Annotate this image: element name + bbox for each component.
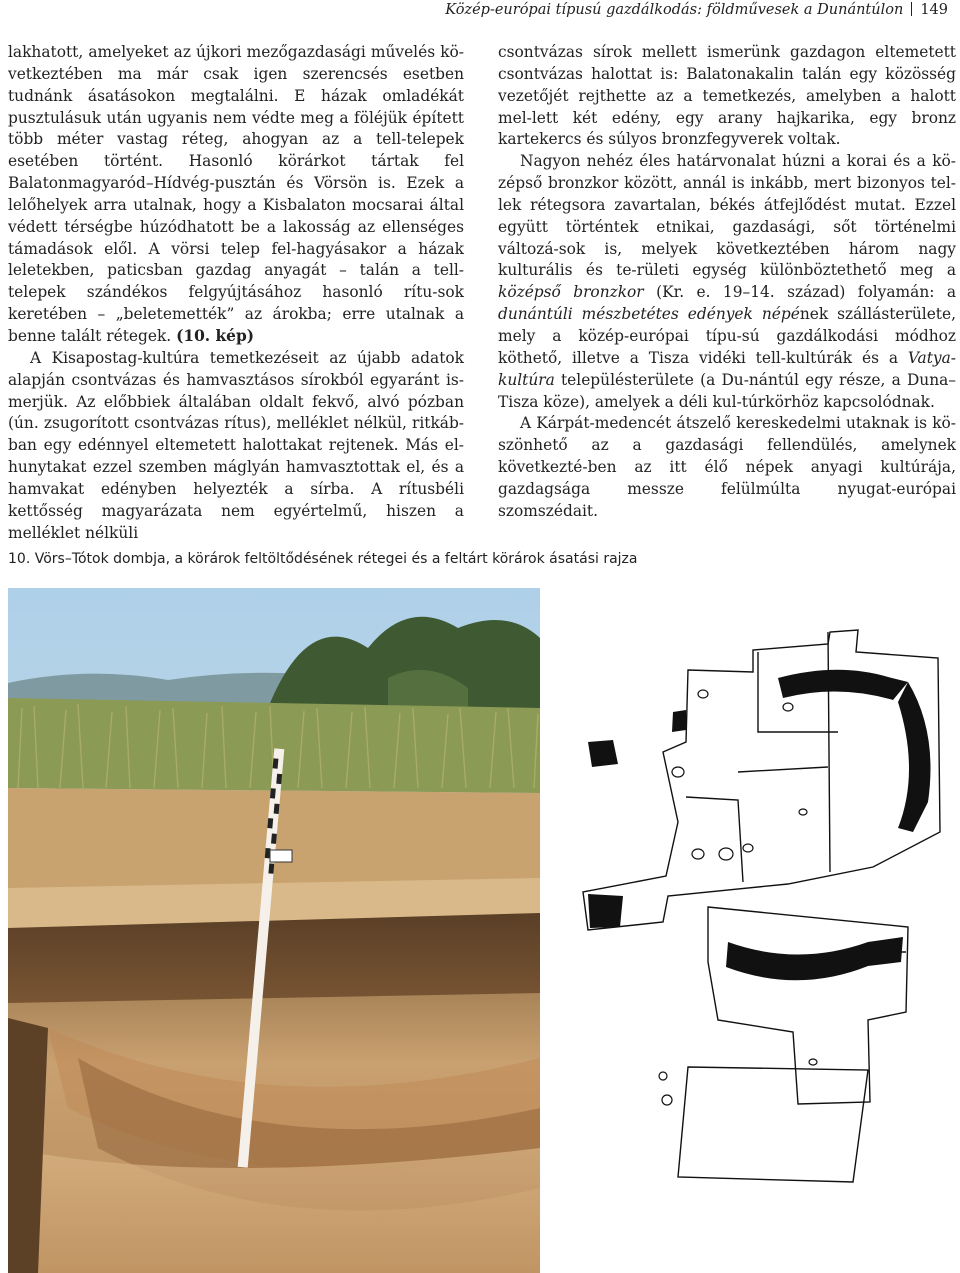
right-paragraph-1: csontvázas sírok mellett ismerünk gazdagon eltemetett csontvázas halottat is: Balatonakalin talán egy közösség vezetőjét rejthette az a temetkezés, amelyben a halott mel-lett két edény, egy arany hajkarika, egy bronz kartekercs és súlyos bronzfegyverek voltak. xyxy=(498,43,956,149)
figure-caption: 10. Vörs–Tótok dombja, a körárok feltöltődésének rétegei és a feltárt körárok ásatási rajza xyxy=(8,551,638,567)
left-paragraph-2: A Kisapostag-kultúra temetkezéseit az újabb adatok alapján csontvázas és hamvasztásos sírokból egyaránt is-merjük. Az előbbiek általában oldalt fekvő, alvó pózban (ún. zsugorított csontvázas rítus), melléklet nélkül, ritkáb-ban egy edénnyel eltemetett halottakat rejtenek. Más el-hunytakat ezzel szemben máglyán hamvasztottak el, és a hamvakat edényben helyezték a sírba. A rítusbéli kettősség magyarázata nem egyértelmű, hiszen a melléklet nélküli xyxy=(8,348,464,542)
right-column xyxy=(498,42,956,523)
excavation-plan xyxy=(568,622,958,1242)
right-paragraph-2-part-d: településterülete (a Du-nántúl egy része, a Duna–Tisza köze), amelyek a déli kul-túrkörhöz kapcsolódnak. xyxy=(498,370,956,411)
right-paragraph-2 xyxy=(498,151,956,413)
right-paragraph-2-part-a: Nagyon nehéz éles határvonalat húzni a korai és a kö-zépső bronzkor között, annál is inkább, mert bizonyos tel-lek rétegsora zavartalan, békés átfejlődést mutat. Ezzel együtt történtek etnikai, gazdasági, sőt történelmi változá-sok is, melyek következtében három nagy kulturális és te-rületi egység különböztethető meg a xyxy=(498,152,956,280)
term-kozepso-bronzkor: középső bronzkor xyxy=(498,283,644,302)
right-paragraph-3: A Kárpát-medencét átszelő kereskedelmi utaknak is kö-szönhető az a gazdasági fellendülés, amelynek következté-ben az itt élő népek anyagi kultúrája, gazdagsága messze felülmúlta nyugat-európai szomszédait. xyxy=(498,414,956,520)
header-separator xyxy=(911,2,912,16)
right-paragraph-2-part-c: nek szállásterülete, mely a közép-európai típu-sú gazdálkodási módhoz köthető, illetve a Tisza vidéki tell-kultúrák és a xyxy=(498,305,956,367)
excavation-plan-drawing-icon xyxy=(568,622,958,1242)
left-paragraph-1-text: lakhatott, amelyeket az újkori mezőgazdasági művelés kö-vetkeztében ma már csak igen szerencsés esetben tudnánk ásatásokon megtalálni. E házak omladékát pusztulásuk után ugyanis nem védte meg a föléjük épített több méter vastag réteg, ahogyan az a tell-telepek esetében történt. Hasonló körárkot tártak fel Balatonmagyaród–Hídvég-pusztán és Vörsön is. Ezek a lelőhelyek arra utalnak, hogy a Kisbalaton mocsarai által védett térségbe húzódhatott be a lakosság az ellenséges támadások elől. A vörsi telep fel-hagyásakor a házak leletekben, paticsban gazdag anyagát – talán a tell-telepek szándékos felgyújtásához hasonló rítu-sok keretében – „beletemették” az árokba; erre utalnak a benne talált rétegek. xyxy=(8,43,464,345)
running-title: Közép-európai típusú gazdálkodás: földművesek a Dunántúlon xyxy=(445,2,904,18)
page-number: 149 xyxy=(920,2,948,18)
term-vatya-kultura: Vatya-kultúra xyxy=(498,348,956,389)
term-meszbetetes: dunántúli mészbetétes edények népé xyxy=(498,305,800,324)
excavation-photo xyxy=(8,588,540,1273)
left-paragraph-1 xyxy=(8,42,464,348)
figure-reference: (10. kép) xyxy=(176,326,255,345)
excavation-trench-photo-icon xyxy=(8,588,540,1273)
left-column xyxy=(8,42,464,544)
running-header xyxy=(248,0,948,20)
right-paragraph-2-part-b: (Kr. e. 19–14. század) folyamán: a xyxy=(643,283,956,302)
